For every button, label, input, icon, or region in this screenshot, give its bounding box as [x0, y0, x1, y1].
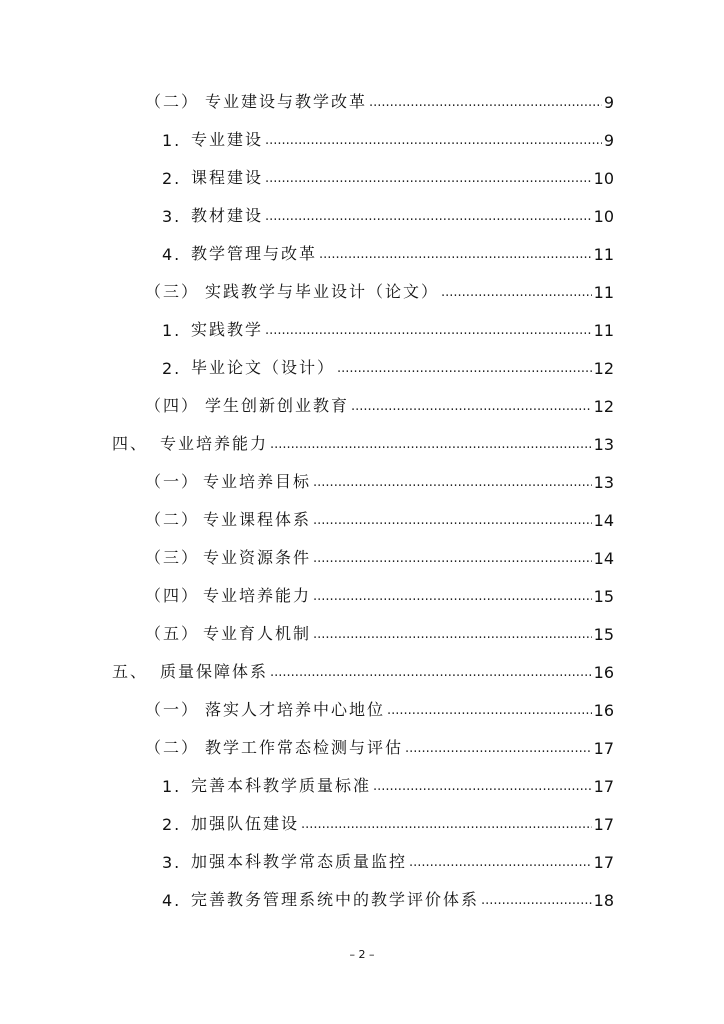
toc-entry[interactable] [162, 848, 614, 872]
toc-entry[interactable] [162, 810, 614, 834]
toc-entry-title: 质量保障体系 [160, 662, 269, 681]
toc-entry-page-number: 17 [593, 739, 614, 758]
toc-entry-page-number: 11 [593, 321, 614, 340]
toc-entry-title: 落实人才培养中心地位 [205, 700, 386, 719]
toc-entry-title: 专业育人机制 [203, 624, 312, 643]
toc-entry-page-number: 15 [593, 587, 614, 606]
toc-entry-number: （四） [145, 586, 200, 605]
toc-entry-number: 4. [162, 891, 182, 910]
toc-entry[interactable] [145, 696, 614, 720]
toc-entry-title: 教学管理与改革 [191, 244, 318, 263]
toc-entry-page-number: 11 [593, 283, 614, 302]
toc-entry[interactable] [112, 658, 614, 682]
toc-entry-number: 3. [162, 853, 182, 872]
toc-entry[interactable] [162, 202, 614, 226]
toc-entry-number: 四、 [112, 434, 149, 453]
toc-entry-number: 五、 [112, 662, 149, 681]
toc-dot-leader [405, 742, 592, 758]
toc-entry-number: 2. [162, 815, 182, 834]
toc-entry-number: 1. [162, 777, 182, 796]
toc-entry-page-number: 17 [593, 815, 614, 834]
toc-entry-title: 专业培养能力 [203, 586, 312, 605]
toc-entry-page-number: 13 [593, 435, 614, 454]
toc-entry-title: 专业建设与教学改革 [205, 92, 368, 111]
toc-entry[interactable] [145, 582, 614, 606]
toc-dot-leader [481, 894, 592, 910]
toc-entry-page-number: 9 [603, 131, 614, 150]
toc-entry[interactable] [162, 126, 614, 150]
toc-dot-leader [270, 666, 592, 682]
toc-entry[interactable] [162, 316, 614, 340]
toc-entry-page-number: 16 [593, 663, 614, 682]
toc-dot-leader [301, 818, 592, 834]
toc-entry-title: 专业资源条件 [203, 548, 312, 567]
toc-entry-title: 教学工作常态检测与评估 [205, 738, 404, 757]
toc-dot-leader [313, 552, 592, 568]
toc-dot-leader [441, 286, 592, 302]
toc-entry-number: 3. [162, 207, 182, 226]
toc-entry[interactable] [145, 734, 614, 758]
toc-entry-title: 学生创新创业教育 [205, 396, 350, 415]
toc-dot-leader [265, 172, 592, 188]
toc-entry-page-number: 11 [593, 245, 614, 264]
toc-entry[interactable] [162, 886, 614, 910]
toc-entry[interactable] [145, 544, 614, 568]
toc-entry-title: 加强本科教学常态质量监控 [191, 852, 408, 871]
toc-entry-title: 加强队伍建设 [191, 814, 300, 833]
toc-entry-title: 专业培养能力 [160, 434, 269, 453]
toc-dot-leader [313, 476, 592, 492]
toc-entry-page-number: 10 [593, 207, 614, 226]
toc-entry-number: （四） [145, 396, 200, 415]
toc-dot-leader [270, 438, 592, 454]
toc-entry-number: 1. [162, 321, 182, 340]
toc-entry[interactable] [145, 88, 614, 112]
toc-entry[interactable] [112, 430, 614, 454]
toc-entry-page-number: 18 [593, 891, 614, 910]
toc-entry[interactable] [145, 468, 614, 492]
toc-entry-title: 专业课程体系 [203, 510, 312, 529]
toc-entry[interactable] [145, 506, 614, 530]
toc-dot-leader [369, 96, 602, 112]
toc-entry-title: 专业培养目标 [203, 472, 312, 491]
toc-dot-leader [319, 248, 592, 264]
toc-entry-number: （一） [145, 472, 200, 491]
toc-entry-page-number: 15 [593, 625, 614, 644]
toc-dot-leader [313, 514, 592, 530]
toc-entry-number: 4. [162, 245, 182, 264]
toc-dot-leader [265, 134, 602, 150]
toc-entry[interactable] [162, 772, 614, 796]
toc-dot-leader [409, 856, 592, 872]
toc-entry-title: 课程建设 [191, 168, 264, 187]
toc-entry-number: （五） [145, 624, 200, 643]
toc-entry[interactable] [145, 392, 614, 416]
toc-entry-number: （一） [145, 700, 200, 719]
toc-entry[interactable] [145, 620, 614, 644]
toc-entry-title: 完善本科教学质量标准 [191, 776, 372, 795]
toc-entry-number: （三） [145, 282, 200, 301]
toc-entry-title: 教材建设 [191, 206, 264, 225]
toc-entry-number: （三） [145, 548, 200, 567]
toc-entry-page-number: 14 [593, 549, 614, 568]
page-number-footer: – 2 – [349, 948, 375, 961]
toc-entry-page-number: 16 [593, 701, 614, 720]
toc-entry-number: 2. [162, 359, 182, 378]
toc-entry-number: （二） [145, 510, 200, 529]
toc-entry-title: 实践教学与毕业设计（论文） [205, 282, 440, 301]
toc-entry[interactable] [145, 278, 614, 302]
toc-entry-page-number: 12 [593, 397, 614, 416]
toc-dot-leader [337, 362, 592, 378]
toc-entry-page-number: 12 [593, 359, 614, 378]
toc-entry[interactable] [162, 164, 614, 188]
toc-entry-title: 完善教务管理系统中的教学评价体系 [191, 890, 480, 909]
toc-dot-leader [265, 324, 592, 340]
toc-entry[interactable] [162, 240, 614, 264]
toc-entry-number: 1. [162, 131, 182, 150]
toc-entry-number: （二） [145, 92, 200, 111]
toc-entry-page-number: 9 [603, 93, 614, 112]
toc-dot-leader [313, 628, 592, 644]
toc-dot-leader [373, 780, 592, 796]
toc-entry-page-number: 10 [593, 169, 614, 188]
toc-dot-leader [313, 590, 592, 606]
toc-entry-number: 2. [162, 169, 182, 188]
toc-dot-leader [351, 400, 592, 416]
toc-entry-title: 实践教学 [191, 320, 264, 339]
toc-entry-page-number: 14 [593, 511, 614, 530]
toc-entry[interactable] [162, 354, 614, 378]
toc-entry-title: 毕业论文（设计） [191, 358, 336, 377]
toc-entry-page-number: 13 [593, 473, 614, 492]
toc-entry-title: 专业建设 [191, 130, 264, 149]
toc-dot-leader [387, 704, 592, 720]
toc-dot-leader [265, 210, 592, 226]
toc-entry-number: （二） [145, 738, 200, 757]
toc-entry-page-number: 17 [593, 777, 614, 796]
toc-entry-page-number: 17 [593, 853, 614, 872]
